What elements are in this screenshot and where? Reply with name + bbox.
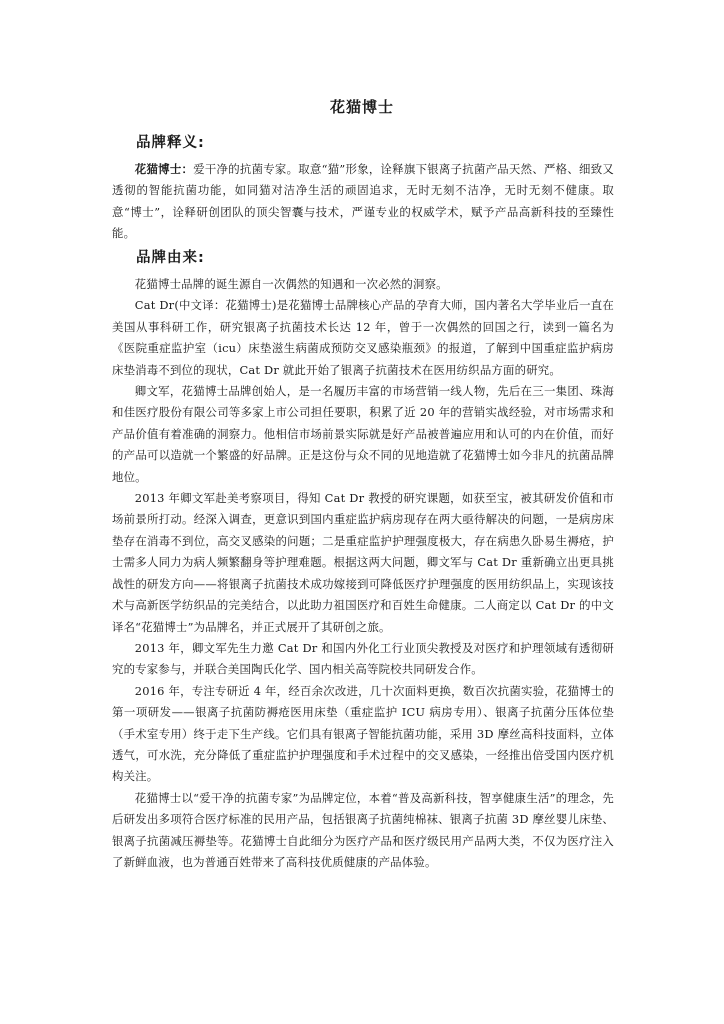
section-heading-brand-origin: 品牌由来: (136, 250, 205, 266)
paragraph-text: 爱干净的抗菌专家。取意“猫”形象，诠释旗下银离子抗菌产品天然、严格、细致又透彻的智能抗菌功能，如同猫对洁净生活的顽固追求，无时无刻不洁净，无时无刻不健康。取意“博士”，诠释研创团队的顶尖智囊与技术，严谨专业的权威学术，赋予产品高新科技的至臻性能。 (112, 162, 614, 241)
paragraph-lead: 花猫博士： (134, 162, 194, 176)
paragraph: 2016 年，专注专研近 4 年，经百余次改进，几十次面料更换，数百次抗菌实验，花猫博士的第一项研发——银离子抗菌防褥疮医用床垫（重症监护 ICU 病房专用）、银离子抗菌分压体位垫（手术室专用）终于走下生产线。它们具有银离子智能抗菌功能，采用 3D 摩丝高科技面料，立体透气，可水洗，充分降低了重症监护护理强度和手术过程中的交叉感染，一经推出倍受国内医疗机构关注。 (112, 683, 614, 784)
paragraph: 2013 年，卿文军先生力邀 Cat Dr 和国内外化工行业顶尖教授及对医疗和护理领域有透彻研究的专家参与，并联合美国陶氏化学、国内相关高等院校共同研发合作。 (112, 640, 614, 677)
paragraph: Cat Dr(中文译：花猫博士)是花猫博士品牌核心产品的孕育大师，国内著名大学毕业后一直在美国从事科研工作，研究银离子抗菌技术长达 12 年，曾于一次偶然的回国之行，读到一篇名为《医院重症监护室（icu）床垫滋生病菌成预防交叉感染瓶颈》的报道，了解到中国重症监护病房床垫消毒不到位的现状，Cat Dr 就此开始了银离子抗菌技术在医用纺织品方面的研究。 (112, 298, 614, 377)
paragraph: 2013 年卿文军赴美考察项目，得知 Cat Dr 教授的研究课题，如获至宝，被其研发价值和市场前景所打动。经深入调查，更意识到国内重症监护病房现存在两大亟待解决的问题，一是病房床垫存在消毒不到位，高交叉感染的问题；二是重症监护护理强度极大，存在病患久卧易生褥疮，护士需多人同力为病人频繁翻身等护理难题。根据这两大问题，卿文军与 Cat Dr 重新确立出更具挑战性的研发方向——将银离子抗菌技术成功嫁接到可降低医疗护理强度的医用纺织品上，实现该技术与高新医学纺织品的完美结合，以此助力祖国医疗和百姓生命健康。二人商定以 Cat Dr 的中文译名“花猫博士”为品牌名，并正式展开了其研创之旅。 (112, 491, 614, 634)
paragraph: 卿文军，花猫博士品牌创始人，是一名履历丰富的市场营销一线人物，先后在三一集团、珠海和佳医疗股份有限公司等多家上市公司担任要职，积累了近 20 年的营销实战经验，对市场需求和产品价值有着准确的洞察力。他相信市场前景实际就是好产品被普遍应用和认可的内在价值，而好的产品可以造就一个繁盛的好品牌。正是这份与众不同的见地造就了花猫博士如今非凡的抗菌品牌地位。 (112, 384, 614, 484)
section-body-brand-origin (112, 274, 614, 873)
paragraph (112, 159, 614, 245)
section-heading-brand-meaning: 品牌释义: (136, 135, 205, 151)
paragraph: 花猫博士以“爱干净的抗菌专家”为品牌定位，本着“普及高新科技，智享健康生活”的理念，先后研发出多项符合医疗标准的民用产品，包括银离子抗菌纯棉袜、银离子抗菌 3D 摩丝婴儿床垫、银离子抗菌减压褥垫等。花猫博士自此细分为医疗产品和医疗级民用产品两大类，不仅为医疗注入了新鲜血液，也为普通百姓带来了高科技优质健康的产品体验。 (112, 790, 614, 869)
section-body-brand-meaning (112, 159, 614, 245)
paragraph: 花猫博士品牌的诞生源自一次偶然的知遇和一次必然的洞察。 (134, 277, 448, 291)
document-title: 花猫博士 (329, 98, 394, 116)
